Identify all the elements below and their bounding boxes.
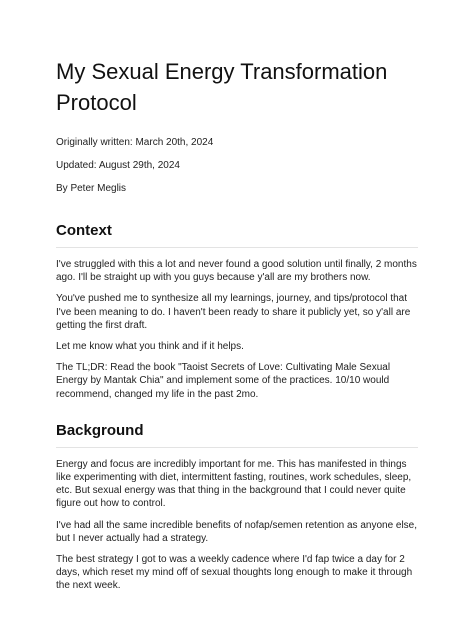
context-paragraph-1: I've struggled with this a lot and never found a good solution until finally, 2 months ago. I'll be straight up with you guys because y'all are my brothers now. — [56, 259, 417, 284]
background-paragraph-3: The best strategy I got to was a weekly cadence where I'd fap twice a day for 2 days, which reset my mind off of sexual thoughts long enough to make it through the next week. — [56, 554, 413, 592]
section-heading-context: Context — [56, 221, 418, 248]
context-paragraph-4: The TL;DR: Read the book "Taoist Secrets of Love: Cultivating Male Sexual Energy by Mantak Chia" and implement some of the practices. 10/10 would recommend, changed my life in the past 2mo. — [56, 362, 391, 400]
author-byline: By Peter Meglis — [56, 183, 127, 194]
background-paragraph-1: Energy and focus are incredibly important for me. This has manifested in things like experimenting with diet, intermittent fasting, routines, work schedules, sleep, etc. But sexual energy was that thing in the background that I could never quite figure out how to control. — [56, 458, 412, 510]
background-paragraph-2: I've had all the same incredible benefits of nofap/semen retention as anyone else, but I never actually had a strategy. — [56, 519, 418, 544]
context-paragraph-3: Let me know what you think and if it helps. — [56, 341, 244, 353]
originally-written-date: Originally written: March 20th, 2024 — [56, 137, 214, 148]
document-title: My Sexual Energy Transformation Protocol — [56, 59, 388, 115]
context-paragraph-2: You've pushed me to synthesize all my learnings, journey, and tips/protocol that I've been meaning to do. I haven't been ready to share it publicly yet, so y'all are getting the first draft. — [56, 293, 411, 331]
document-page — [56, 56, 418, 593]
updated-date: Updated: August 29th, 2024 — [56, 160, 180, 171]
section-heading-background: Background — [56, 421, 418, 448]
